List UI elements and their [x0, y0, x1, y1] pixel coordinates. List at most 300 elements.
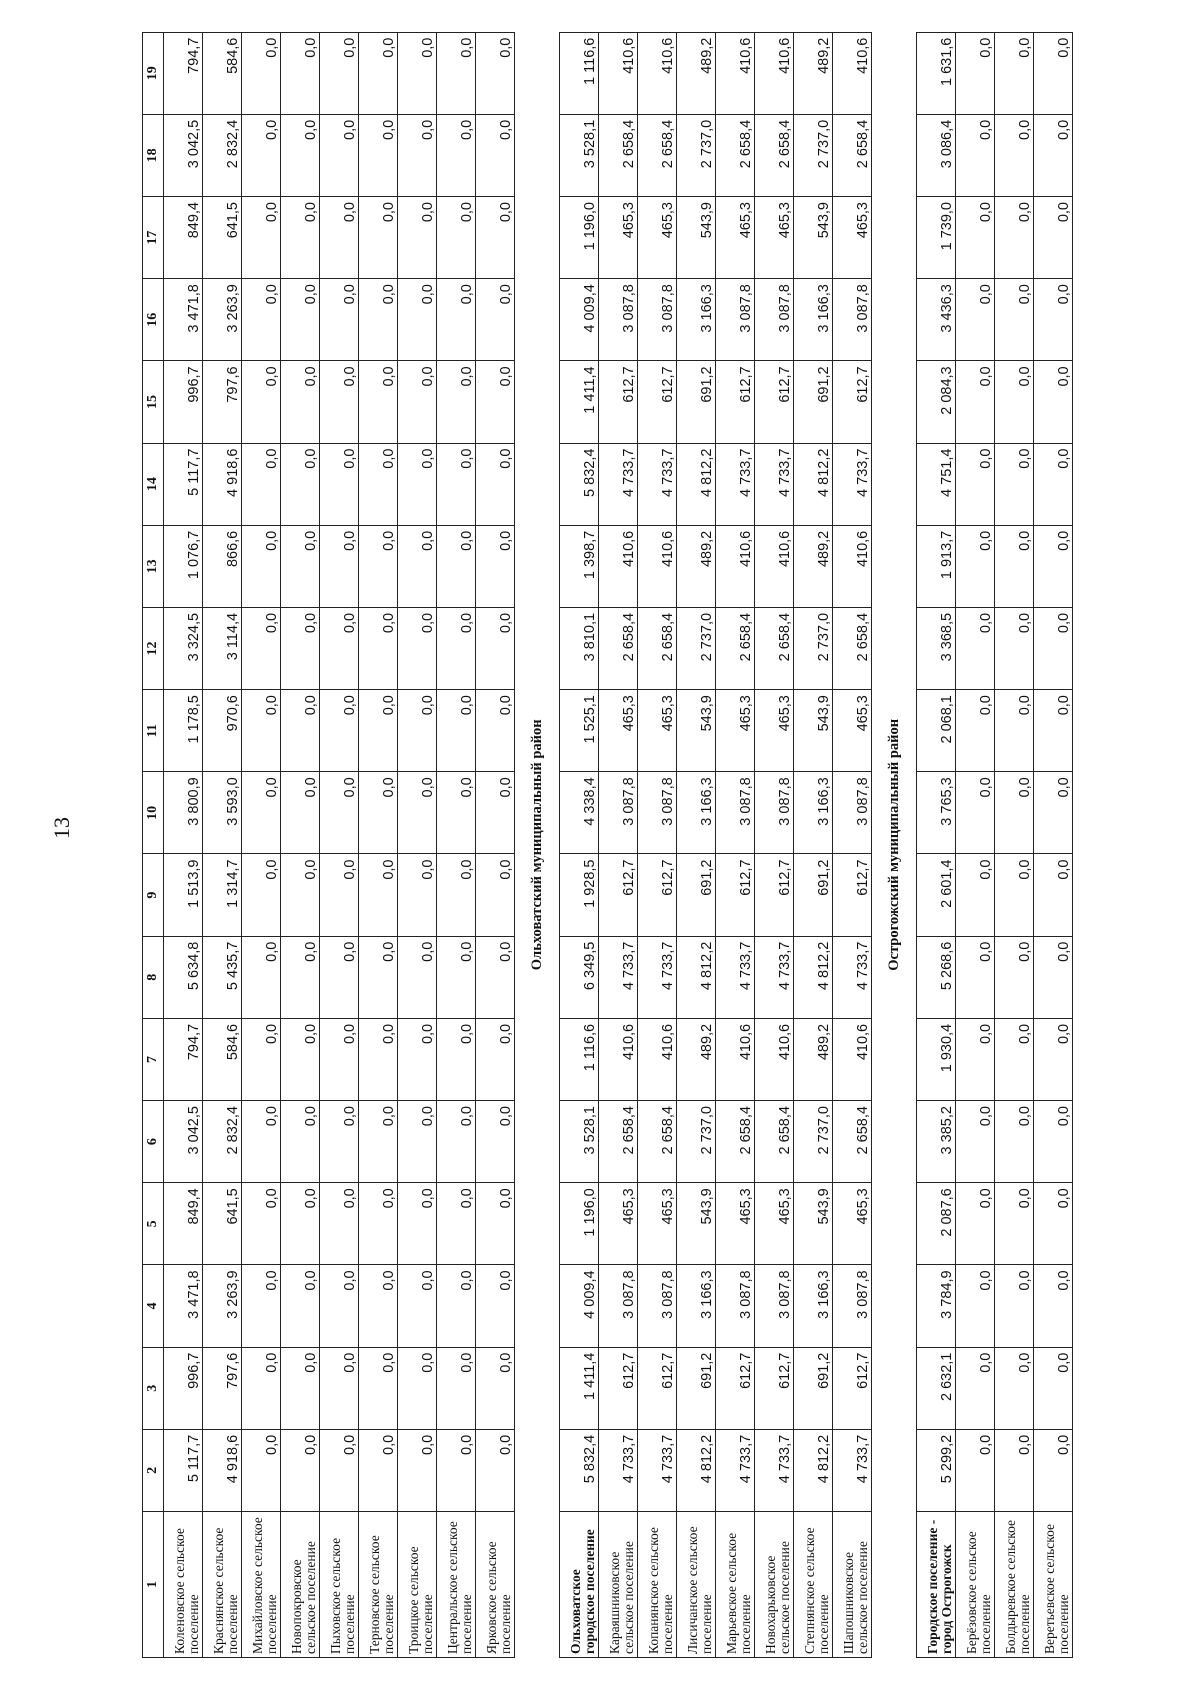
value-cell: 0,0 — [1034, 361, 1073, 443]
value-cell: 0,0 — [359, 361, 398, 443]
value-cell: 0,0 — [437, 1429, 476, 1511]
value-cell: 0,0 — [476, 936, 515, 1018]
value-cell: 4 733,7 — [638, 1429, 677, 1511]
section-title: Острогожский муниципальный район — [872, 32, 917, 1657]
column-header: 13 — [143, 525, 164, 607]
settlement-name: Новопокровское сельское поселение — [281, 1512, 320, 1658]
value-cell: 465,3 — [755, 1183, 794, 1265]
value-cell: 2 658,4 — [755, 114, 794, 196]
value-cell: 0,0 — [398, 1183, 437, 1265]
value-cell: 0,0 — [359, 32, 398, 114]
value-cell: 0,0 — [242, 607, 281, 689]
table-row — [917, 32, 956, 1657]
column-header: 14 — [143, 443, 164, 525]
value-cell: 2 658,4 — [833, 607, 872, 689]
table-row — [437, 32, 476, 1657]
value-cell: 0,0 — [956, 607, 995, 689]
value-cell: 4 751,4 — [917, 443, 956, 525]
value-cell: 0,0 — [995, 1101, 1034, 1183]
value-cell: 1 178,5 — [164, 690, 203, 772]
column-header: 18 — [143, 114, 164, 196]
value-cell: 3 166,3 — [794, 279, 833, 361]
value-cell: 0,0 — [242, 1183, 281, 1265]
settlement-name: Новохарьковское сельское поселение — [755, 1512, 794, 1658]
value-cell: 465,3 — [833, 1183, 872, 1265]
value-cell: 0,0 — [242, 772, 281, 854]
settlement-name: Троицкое сельское поселение — [398, 1512, 437, 1658]
value-cell: 794,7 — [164, 1018, 203, 1100]
settlement-name: Центральское сельское поселение — [437, 1512, 476, 1658]
value-cell: 3 166,3 — [677, 1265, 716, 1347]
value-cell: 465,3 — [638, 1183, 677, 1265]
value-cell: 2 632,1 — [917, 1347, 956, 1429]
value-cell: 0,0 — [476, 607, 515, 689]
value-cell: 410,6 — [833, 525, 872, 607]
value-cell: 465,3 — [638, 690, 677, 772]
value-cell: 0,0 — [242, 279, 281, 361]
value-cell: 612,7 — [716, 361, 755, 443]
value-cell: 3 528,1 — [560, 114, 599, 196]
value-cell: 0,0 — [398, 197, 437, 279]
value-cell: 4 733,7 — [599, 443, 638, 525]
column-header: 10 — [143, 772, 164, 854]
value-cell: 612,7 — [599, 1347, 638, 1429]
value-cell: 4 733,7 — [638, 936, 677, 1018]
value-cell: 0,0 — [398, 114, 437, 196]
column-header: 17 — [143, 197, 164, 279]
value-cell: 3 087,8 — [755, 772, 794, 854]
value-cell: 3 471,8 — [164, 279, 203, 361]
value-cell: 0,0 — [1034, 32, 1073, 114]
value-cell: 3 471,8 — [164, 1265, 203, 1347]
value-cell: 612,7 — [716, 1347, 755, 1429]
value-cell: 3 810,1 — [560, 607, 599, 689]
value-cell: 0,0 — [995, 690, 1034, 772]
value-cell: 543,9 — [794, 1183, 833, 1265]
settlement-name: Пыховское сельское поселение — [320, 1512, 359, 1658]
value-cell: 3 087,8 — [599, 1265, 638, 1347]
value-cell: 612,7 — [638, 854, 677, 936]
value-cell: 2 658,4 — [833, 114, 872, 196]
value-cell: 465,3 — [833, 690, 872, 772]
value-cell: 3 166,3 — [677, 279, 716, 361]
page-number: 13 — [49, 817, 74, 839]
value-cell: 0,0 — [476, 690, 515, 772]
table-row — [833, 32, 872, 1657]
value-cell: 0,0 — [398, 1018, 437, 1100]
value-cell: 4 812,2 — [794, 443, 833, 525]
value-cell: 612,7 — [755, 1347, 794, 1429]
value-cell: 2 658,4 — [599, 1101, 638, 1183]
value-cell: 0,0 — [437, 1183, 476, 1265]
settlement-name: Берёзовское сельское поселение — [956, 1512, 995, 1658]
value-cell: 0,0 — [398, 690, 437, 772]
table-row — [320, 32, 359, 1657]
value-cell: 0,0 — [956, 1101, 995, 1183]
value-cell: 465,3 — [755, 690, 794, 772]
value-cell: 2 832,4 — [203, 1101, 242, 1183]
value-cell: 0,0 — [437, 443, 476, 525]
value-cell: 866,6 — [203, 525, 242, 607]
value-cell: 3 087,8 — [638, 772, 677, 854]
value-cell: 465,3 — [716, 197, 755, 279]
value-cell: 465,3 — [833, 197, 872, 279]
settlement-name: Ольховатское городское поселение — [560, 1512, 599, 1658]
value-cell: 1 196,0 — [560, 197, 599, 279]
value-cell: 3 042,5 — [164, 114, 203, 196]
value-cell: 0,0 — [1034, 607, 1073, 689]
value-cell: 0,0 — [281, 1101, 320, 1183]
value-cell: 0,0 — [476, 525, 515, 607]
value-cell: 465,3 — [716, 690, 755, 772]
settlement-name: Марьевское сельское поселение — [716, 1512, 755, 1658]
value-cell: 0,0 — [320, 279, 359, 361]
value-cell: 0,0 — [956, 361, 995, 443]
table-row — [203, 32, 242, 1657]
value-cell: 0,0 — [1034, 1265, 1073, 1347]
value-cell: 0,0 — [320, 361, 359, 443]
value-cell: 0,0 — [281, 772, 320, 854]
value-cell: 4 733,7 — [833, 443, 872, 525]
value-cell: 410,6 — [833, 1018, 872, 1100]
value-cell: 0,0 — [995, 279, 1034, 361]
value-cell: 4 812,2 — [677, 936, 716, 1018]
value-cell: 410,6 — [716, 1018, 755, 1100]
value-cell: 1 513,9 — [164, 854, 203, 936]
settlement-name: Городское поселение - город Острогожск — [917, 1512, 956, 1658]
table-row — [638, 32, 677, 1657]
column-header: 15 — [143, 361, 164, 443]
value-cell: 3 166,3 — [677, 772, 716, 854]
value-cell: 0,0 — [398, 936, 437, 1018]
value-cell: 410,6 — [833, 32, 872, 114]
value-cell: 0,0 — [995, 1265, 1034, 1347]
value-cell: 3 087,8 — [716, 279, 755, 361]
value-cell: 0,0 — [281, 607, 320, 689]
value-cell: 3 166,3 — [794, 1265, 833, 1347]
value-cell: 0,0 — [437, 772, 476, 854]
value-cell: 0,0 — [242, 1265, 281, 1347]
value-cell: 0,0 — [995, 772, 1034, 854]
column-header: 8 — [143, 936, 164, 1018]
value-cell: 0,0 — [242, 936, 281, 1018]
value-cell: 612,7 — [716, 854, 755, 936]
value-cell: 612,7 — [599, 361, 638, 443]
value-cell: 0,0 — [1034, 1183, 1073, 1265]
value-cell: 4 812,2 — [794, 1429, 833, 1511]
value-cell: 0,0 — [437, 607, 476, 689]
value-cell: 0,0 — [359, 1101, 398, 1183]
value-cell: 2 737,0 — [794, 114, 833, 196]
value-cell: 0,0 — [956, 1265, 995, 1347]
value-cell: 0,0 — [995, 32, 1034, 114]
value-cell: 0,0 — [320, 1101, 359, 1183]
value-cell: 0,0 — [281, 1347, 320, 1429]
value-cell: 794,7 — [164, 32, 203, 114]
value-cell: 465,3 — [755, 197, 794, 279]
value-cell: 1 739,0 — [917, 197, 956, 279]
value-cell: 1 411,4 — [560, 361, 599, 443]
settlement-name: Лисичанское сельское поселение — [677, 1512, 716, 1658]
value-cell: 5 634,8 — [164, 936, 203, 1018]
value-cell: 4 918,6 — [203, 1429, 242, 1511]
settlement-name: Краснянское сельское поселение — [203, 1512, 242, 1658]
value-cell: 0,0 — [956, 854, 995, 936]
value-cell: 0,0 — [359, 690, 398, 772]
settlement-name: Болдыревское сельское поселение — [995, 1512, 1034, 1658]
value-cell: 3 086,4 — [917, 114, 956, 196]
value-cell: 2 658,4 — [833, 1101, 872, 1183]
value-cell: 0,0 — [242, 197, 281, 279]
value-cell: 1 116,6 — [560, 32, 599, 114]
value-cell: 0,0 — [1034, 525, 1073, 607]
value-cell: 0,0 — [281, 279, 320, 361]
value-cell: 5 268,6 — [917, 936, 956, 1018]
table-row — [755, 32, 794, 1657]
value-cell: 0,0 — [281, 936, 320, 1018]
value-cell: 0,0 — [995, 1347, 1034, 1429]
value-cell: 584,6 — [203, 1018, 242, 1100]
value-cell: 3 042,5 — [164, 1101, 203, 1183]
value-cell: 4 812,2 — [677, 443, 716, 525]
value-cell: 5 832,4 — [560, 443, 599, 525]
value-cell: 3 324,5 — [164, 607, 203, 689]
value-cell: 0,0 — [437, 690, 476, 772]
value-cell: 0,0 — [437, 1018, 476, 1100]
value-cell: 0,0 — [995, 525, 1034, 607]
value-cell: 0,0 — [281, 197, 320, 279]
value-cell: 4 918,6 — [203, 443, 242, 525]
value-cell: 0,0 — [995, 1429, 1034, 1511]
table-row — [599, 32, 638, 1657]
column-header: 12 — [143, 607, 164, 689]
value-cell: 641,5 — [203, 197, 242, 279]
value-cell: 996,7 — [164, 1347, 203, 1429]
value-cell: 2 658,4 — [716, 607, 755, 689]
value-cell: 1 196,0 — [560, 1183, 599, 1265]
value-cell: 465,3 — [716, 1183, 755, 1265]
value-cell: 0,0 — [956, 772, 995, 854]
value-cell: 0,0 — [281, 1183, 320, 1265]
value-cell: 0,0 — [359, 114, 398, 196]
value-cell: 0,0 — [476, 32, 515, 114]
value-cell: 0,0 — [281, 525, 320, 607]
value-cell: 0,0 — [242, 114, 281, 196]
value-cell: 0,0 — [476, 1347, 515, 1429]
value-cell: 1 398,7 — [560, 525, 599, 607]
value-cell: 0,0 — [956, 197, 995, 279]
value-cell: 410,6 — [599, 32, 638, 114]
column-header: 9 — [143, 854, 164, 936]
value-cell: 543,9 — [677, 1183, 716, 1265]
settlement-name: Ярковское сельское поселение — [476, 1512, 515, 1658]
table-row — [476, 32, 515, 1657]
value-cell: 3 087,8 — [716, 1265, 755, 1347]
value-cell: 0,0 — [320, 854, 359, 936]
value-cell: 4 009,4 — [560, 279, 599, 361]
value-cell: 0,0 — [995, 607, 1034, 689]
value-cell: 4 733,7 — [755, 936, 794, 1018]
value-cell: 3 800,9 — [164, 772, 203, 854]
value-cell: 0,0 — [437, 32, 476, 114]
value-cell: 0,0 — [398, 854, 437, 936]
value-cell: 0,0 — [242, 361, 281, 443]
value-cell: 612,7 — [755, 361, 794, 443]
value-cell: 489,2 — [677, 32, 716, 114]
value-cell: 0,0 — [1034, 279, 1073, 361]
value-cell: 0,0 — [359, 279, 398, 361]
value-cell: 410,6 — [716, 32, 755, 114]
value-cell: 543,9 — [677, 690, 716, 772]
value-cell: 0,0 — [320, 607, 359, 689]
table-row — [242, 32, 281, 1657]
value-cell: 0,0 — [320, 936, 359, 1018]
column-header: 5 — [143, 1183, 164, 1265]
value-cell: 0,0 — [359, 1429, 398, 1511]
value-cell: 0,0 — [995, 1183, 1034, 1265]
value-cell: 0,0 — [359, 1265, 398, 1347]
value-cell: 0,0 — [398, 1347, 437, 1429]
value-cell: 2 601,4 — [917, 854, 956, 936]
value-cell: 691,2 — [794, 1347, 833, 1429]
value-cell: 2 084,3 — [917, 361, 956, 443]
value-cell: 543,9 — [794, 197, 833, 279]
value-cell: 2 658,4 — [599, 114, 638, 196]
value-cell: 691,2 — [794, 361, 833, 443]
value-cell: 0,0 — [359, 936, 398, 1018]
value-cell: 5 299,2 — [917, 1429, 956, 1511]
value-cell: 0,0 — [476, 1429, 515, 1511]
value-cell: 410,6 — [755, 32, 794, 114]
table-row — [281, 32, 320, 1657]
value-cell: 0,0 — [956, 936, 995, 1018]
value-cell: 0,0 — [281, 361, 320, 443]
value-cell: 4 733,7 — [833, 1429, 872, 1511]
value-cell: 3 436,3 — [917, 279, 956, 361]
value-cell: 4 733,7 — [755, 1429, 794, 1511]
value-cell: 0,0 — [476, 772, 515, 854]
value-cell: 0,0 — [437, 361, 476, 443]
value-cell: 3 765,3 — [917, 772, 956, 854]
value-cell: 0,0 — [956, 1018, 995, 1100]
value-cell: 0,0 — [281, 1018, 320, 1100]
value-cell: 0,0 — [281, 1265, 320, 1347]
value-cell: 4 733,7 — [599, 936, 638, 1018]
value-cell: 0,0 — [995, 361, 1034, 443]
value-cell: 543,9 — [677, 197, 716, 279]
value-cell: 0,0 — [320, 1183, 359, 1265]
value-cell: 0,0 — [956, 32, 995, 114]
value-cell: 0,0 — [476, 197, 515, 279]
value-cell: 0,0 — [476, 361, 515, 443]
value-cell: 0,0 — [437, 1265, 476, 1347]
value-cell: 0,0 — [320, 1265, 359, 1347]
value-cell: 3 087,8 — [599, 279, 638, 361]
column-header: 7 — [143, 1018, 164, 1100]
value-cell: 0,0 — [320, 1018, 359, 1100]
value-cell: 3 263,9 — [203, 1265, 242, 1347]
value-cell: 612,7 — [638, 361, 677, 443]
table-row — [1034, 32, 1073, 1657]
value-cell: 2 068,1 — [917, 690, 956, 772]
value-cell: 0,0 — [320, 197, 359, 279]
value-cell: 5 117,7 — [164, 1429, 203, 1511]
value-cell: 0,0 — [995, 443, 1034, 525]
value-cell: 1 930,4 — [917, 1018, 956, 1100]
value-cell: 543,9 — [794, 690, 833, 772]
value-cell: 0,0 — [242, 690, 281, 772]
value-cell: 0,0 — [398, 1265, 437, 1347]
table-row — [716, 32, 755, 1657]
value-cell: 1 913,7 — [917, 525, 956, 607]
table-row — [956, 32, 995, 1657]
value-cell: 0,0 — [956, 114, 995, 196]
value-cell: 3 087,8 — [716, 772, 755, 854]
value-cell: 0,0 — [476, 854, 515, 936]
value-cell: 410,6 — [755, 525, 794, 607]
value-cell: 489,2 — [794, 525, 833, 607]
value-cell: 0,0 — [398, 1429, 437, 1511]
value-cell: 0,0 — [242, 443, 281, 525]
value-cell: 691,2 — [677, 361, 716, 443]
table-row — [398, 32, 437, 1657]
value-cell: 0,0 — [995, 854, 1034, 936]
value-cell: 2 737,0 — [794, 1101, 833, 1183]
value-cell: 2 658,4 — [638, 1101, 677, 1183]
value-cell: 3 385,2 — [917, 1101, 956, 1183]
column-header: 19 — [143, 32, 164, 114]
value-cell: 0,0 — [359, 197, 398, 279]
value-cell: 797,6 — [203, 1347, 242, 1429]
value-cell: 970,6 — [203, 690, 242, 772]
section-title: Ольховатский муниципальный район — [515, 32, 560, 1657]
value-cell: 612,7 — [833, 854, 872, 936]
value-cell: 612,7 — [638, 1347, 677, 1429]
value-cell: 3 784,9 — [917, 1265, 956, 1347]
value-cell: 1 411,4 — [560, 1347, 599, 1429]
table-row — [560, 32, 599, 1657]
value-cell: 0,0 — [995, 197, 1034, 279]
value-cell: 612,7 — [755, 854, 794, 936]
table-row — [677, 32, 716, 1657]
value-cell: 691,2 — [677, 854, 716, 936]
value-cell: 0,0 — [320, 690, 359, 772]
value-cell: 584,6 — [203, 32, 242, 114]
section-row — [515, 32, 560, 1657]
rotated-table-container — [142, 33, 1100, 1658]
value-cell: 0,0 — [995, 936, 1034, 1018]
value-cell: 0,0 — [320, 1347, 359, 1429]
value-cell: 3 528,1 — [560, 1101, 599, 1183]
value-cell: 0,0 — [242, 1018, 281, 1100]
value-cell: 691,2 — [677, 1347, 716, 1429]
value-cell: 0,0 — [398, 361, 437, 443]
value-cell: 0,0 — [359, 607, 398, 689]
value-cell: 3 593,0 — [203, 772, 242, 854]
value-cell: 0,0 — [437, 525, 476, 607]
column-header: 11 — [143, 690, 164, 772]
value-cell: 0,0 — [359, 854, 398, 936]
value-cell: 0,0 — [242, 525, 281, 607]
value-cell: 612,7 — [599, 854, 638, 936]
value-cell: 0,0 — [1034, 1101, 1073, 1183]
settlement-name: Караяшниковское сельское поселение — [599, 1512, 638, 1658]
value-cell: 2 658,4 — [755, 607, 794, 689]
value-cell: 0,0 — [956, 443, 995, 525]
value-cell: 0,0 — [359, 525, 398, 607]
value-cell: 4 812,2 — [677, 1429, 716, 1511]
value-cell: 4 733,7 — [638, 443, 677, 525]
